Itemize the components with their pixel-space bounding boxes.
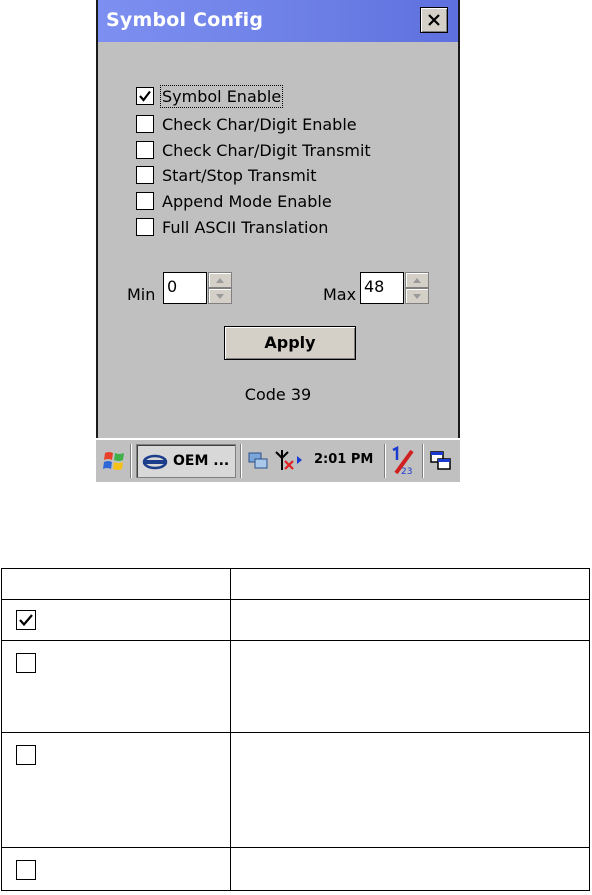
checkbox-unchecked bbox=[16, 653, 36, 673]
checkbox[interactable] bbox=[136, 87, 154, 105]
taskbar-app-button[interactable] bbox=[136, 444, 236, 478]
table-row bbox=[2, 569, 590, 600]
option-label: Append Mode Enable bbox=[162, 191, 332, 211]
table-cell bbox=[231, 733, 590, 848]
taskbar-separator bbox=[422, 444, 424, 478]
close-button[interactable] bbox=[420, 7, 448, 33]
option-label: Full ASCII Translation bbox=[162, 217, 329, 237]
device-screen bbox=[96, 0, 460, 482]
taskbar-separator bbox=[384, 444, 386, 478]
table-cell bbox=[2, 641, 231, 733]
checkbox-unchecked bbox=[16, 860, 36, 880]
table-cell bbox=[2, 848, 231, 891]
checkmark-icon bbox=[18, 612, 34, 628]
table-cell bbox=[231, 848, 590, 891]
option-append-mode-enable[interactable] bbox=[136, 191, 332, 211]
input-panel-icon[interactable] bbox=[390, 446, 418, 476]
max-decrement-button[interactable] bbox=[405, 288, 429, 304]
taskbar-app-label: OEM ... bbox=[173, 453, 230, 469]
table-row bbox=[2, 641, 590, 733]
option-label: Symbol Enable bbox=[162, 86, 282, 106]
symbology-label: Code 39 bbox=[244, 385, 312, 404]
title-bar bbox=[98, 0, 458, 42]
symbol-config-window bbox=[96, 0, 460, 438]
option-label: Check Char/Digit Transmit bbox=[162, 140, 371, 160]
checkbox[interactable] bbox=[136, 166, 154, 184]
table-row bbox=[2, 733, 590, 848]
option-full-ascii-translation[interactable] bbox=[136, 217, 328, 237]
checkmark-icon bbox=[138, 89, 152, 103]
max-input[interactable]: 48 bbox=[360, 272, 404, 304]
table-cell bbox=[231, 600, 590, 641]
table-row bbox=[2, 848, 590, 891]
arrow-up-icon bbox=[216, 278, 224, 283]
option-label: Start/Stop Transmit bbox=[162, 165, 317, 185]
max-spinner bbox=[405, 272, 429, 304]
arrow-up-icon bbox=[413, 278, 421, 283]
network-icon[interactable] bbox=[246, 449, 270, 471]
table-cell bbox=[231, 641, 590, 733]
clock[interactable]: 2:01 PM bbox=[314, 452, 374, 467]
arrow-down-icon bbox=[413, 294, 421, 299]
option-label: Check Char/Digit Enable bbox=[162, 114, 357, 134]
apply-button[interactable]: Apply bbox=[224, 326, 356, 360]
options-table bbox=[1, 568, 590, 891]
checkbox-checked bbox=[16, 610, 36, 630]
checkbox[interactable] bbox=[136, 115, 154, 133]
table-cell bbox=[231, 569, 590, 600]
svg-text:23: 23 bbox=[401, 467, 413, 476]
option-symbol-enable[interactable] bbox=[136, 86, 281, 106]
checkbox[interactable] bbox=[136, 218, 154, 236]
min-label: Min bbox=[127, 285, 156, 304]
arrow-down-icon bbox=[216, 294, 224, 299]
min-input[interactable]: 0 bbox=[163, 272, 207, 304]
option-check-digit-enable[interactable] bbox=[136, 114, 357, 134]
checkbox-unchecked bbox=[16, 745, 36, 765]
taskbar-separator bbox=[240, 444, 242, 478]
switch-windows-icon[interactable] bbox=[429, 450, 453, 472]
min-increment-button[interactable] bbox=[208, 272, 232, 288]
close-icon bbox=[427, 13, 441, 27]
option-start-stop-transmit[interactable] bbox=[136, 165, 317, 185]
max-increment-button[interactable] bbox=[405, 272, 429, 288]
checkbox[interactable] bbox=[136, 141, 154, 159]
table-cell bbox=[2, 733, 231, 848]
table-row bbox=[2, 600, 590, 641]
checkbox[interactable] bbox=[136, 192, 154, 210]
window-title: Symbol Config bbox=[106, 9, 264, 31]
min-spinner bbox=[208, 272, 232, 304]
taskbar bbox=[96, 438, 460, 482]
oem-app-icon bbox=[142, 453, 168, 471]
windows-flag-icon[interactable] bbox=[102, 449, 128, 473]
min-decrement-button[interactable] bbox=[208, 288, 232, 304]
max-label: Max bbox=[323, 285, 357, 304]
table-cell bbox=[2, 569, 231, 600]
option-check-digit-transmit[interactable] bbox=[136, 140, 371, 160]
antenna-off-icon[interactable] bbox=[274, 448, 304, 472]
table-cell bbox=[2, 600, 231, 641]
taskbar-separator bbox=[130, 444, 132, 478]
